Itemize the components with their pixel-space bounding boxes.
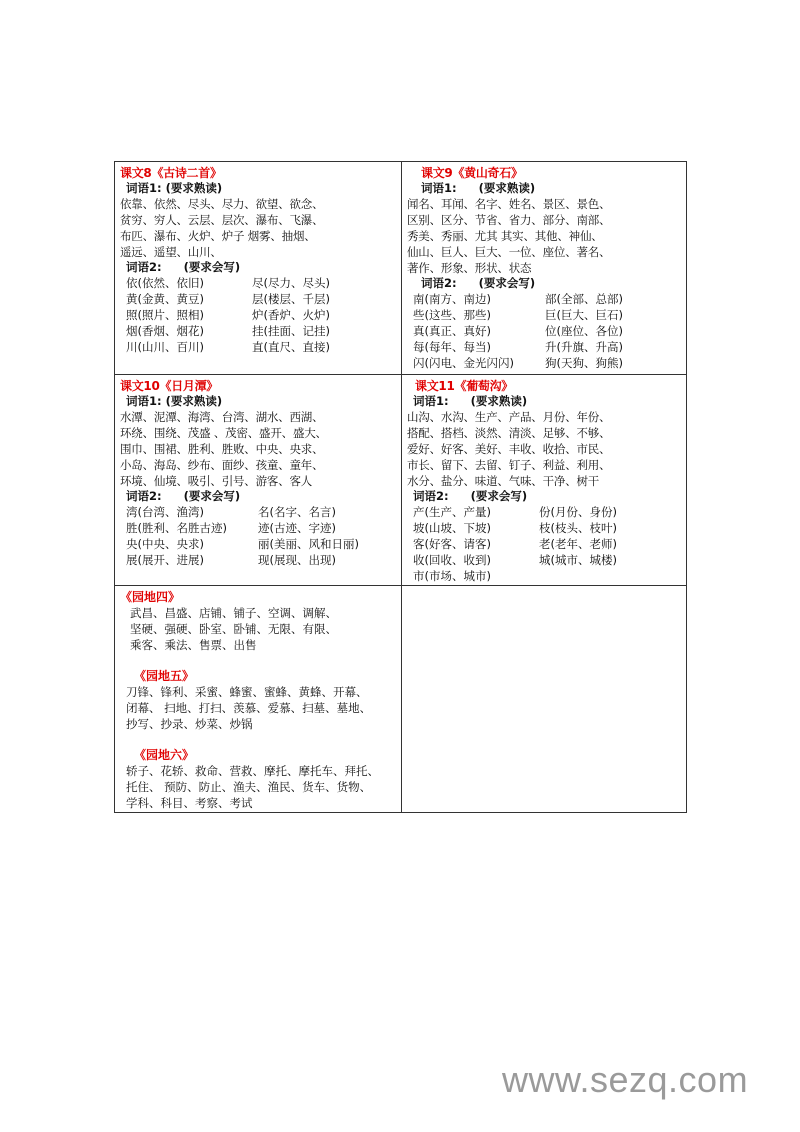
lesson-11-vocab1-heading [407, 394, 682, 409]
char-pair: 枝(枝头、枝叶) [539, 521, 617, 535]
garden-4-words [120, 605, 397, 653]
lesson-11-vocab1-list [407, 409, 682, 489]
char-pair: 依(依然、依旧) [126, 276, 204, 290]
lesson-9-cell [401, 162, 686, 374]
garden-5-title: 《园地五》 [134, 669, 195, 683]
word-line: 水潭、泥潭、海湾、台湾、湖水、西湖、 [120, 410, 324, 424]
garden-5-words [120, 684, 397, 732]
spacer [120, 732, 397, 748]
vocab1-requirement: (要求熟读) [478, 181, 536, 195]
char-pair: 迹(古迹、字迹) [258, 521, 336, 535]
char-pair: 升(升旗、升高) [545, 340, 623, 354]
char-pair: 坡(山坡、下坡) [413, 521, 491, 535]
word-line: 著作、形象、形状、状态 [407, 261, 532, 275]
word-line: 市长、留下、去留、钉子、利益、利用、 [407, 458, 611, 472]
char-pair: 名(名字、名言) [258, 505, 336, 519]
word-line: 环绕、围绕、茂盛 、茂密、盛开、盛大、 [120, 426, 327, 440]
word-line: 贫穷、穷人、云层、层次、瀑布、飞瀑、 [120, 213, 324, 227]
char-pair: 市(市场、城市) [413, 569, 491, 583]
char-pair: 南(南方、南边) [413, 292, 491, 306]
watermark: www.sezq.com [502, 1059, 749, 1100]
word-line: 水分、盐分、味道、气味、干净、树干 [407, 474, 600, 488]
word-line: 托住、 预防、防止、渔夫、渔民、货车、货物、 [126, 780, 372, 794]
vocab2-requirement: (要求会写) [470, 489, 528, 503]
word-line: 搭配、搭档、淡然、清淡、足够、不够、 [407, 426, 611, 440]
word-line: 乘客、乘法、售票、出售 [130, 638, 257, 652]
char-pair: 炉(香炉、火炉) [252, 308, 330, 322]
char-pair: 些(这些、那些) [413, 308, 491, 322]
char-pair: 位(座位、各位) [545, 324, 623, 338]
empty-cell [401, 585, 686, 812]
word-line: 轿子、花轿、救命、营救、摩托、摩托车、拜托、 [126, 764, 379, 778]
lesson-8-vocab1-list [120, 196, 397, 260]
char-pair: 烟(香烟、烟花) [126, 324, 204, 338]
lesson-10-vocab2-pairs [120, 504, 397, 568]
vocab1-label: 词语1: [126, 394, 162, 408]
word-line: 抄写、抄录、炒菜、炒锅 [126, 717, 253, 731]
lesson-8-vocab1-heading [120, 181, 397, 196]
char-pair: 份(月份、身份) [539, 505, 617, 519]
vocab1-label: 词语1: [126, 181, 162, 195]
char-pair: 闪(闪电、金光闪闪) [413, 356, 514, 370]
word-line: 依靠、依然、尽头、尽力、欲望、欲念、 [120, 197, 324, 211]
char-pair: 真(真正、真好) [413, 324, 491, 338]
word-line: 闭幕、 扫地、打扫、羡慕、爱慕、扫墓、墓地、 [126, 701, 372, 715]
word-line: 布匹、瀑布、火炉、炉子 烟雾、抽烟、 [120, 229, 316, 243]
char-pair: 老(老年、老师) [539, 537, 617, 551]
word-line: 环境、仙境、吸引、引号、游客、客人 [120, 474, 313, 488]
char-pair: 央(中央、央求) [126, 537, 204, 551]
char-pair: 层(楼层、千层) [252, 292, 330, 306]
char-pair: 展(展开、进展) [126, 553, 204, 567]
word-line: 仙山、巨人、巨大、一位、座位、著名、 [407, 245, 611, 259]
word-line: 遥远、遥望、山川、 [120, 245, 222, 259]
word-line: 学科、科目、考察、考试 [126, 796, 253, 810]
word-line: 爱好、好客、美好、丰收、收拾、市民、 [407, 442, 611, 456]
garden-4-title: 《园地四》 [120, 590, 181, 604]
char-pair: 部(全部、总部) [545, 292, 623, 306]
lesson-9-vocab2-pairs [407, 291, 682, 371]
char-pair: 直(直尺、直接) [252, 340, 330, 354]
word-line: 闻名、耳闻、名字、姓名、景区、景色、 [407, 197, 611, 211]
char-pair: 胜(胜利、名胜古迹) [126, 521, 227, 535]
vocab1-requirement: (要求熟读) [470, 394, 528, 408]
lesson-8-title: 课文8《古诗二首》 [120, 166, 222, 180]
lesson-8-vocab2-heading [120, 260, 397, 275]
lesson-8-cell [115, 162, 401, 374]
lesson-11-vocab2-pairs [407, 504, 682, 584]
word-line: 山沟、水沟、生产、产品、月份、年份、 [407, 410, 611, 424]
char-pair: 收(回收、收到) [413, 553, 491, 567]
word-line: 围巾、围裙、胜利、胜败、中央、央求、 [120, 442, 324, 456]
char-pair: 每(每年、每当) [413, 340, 491, 354]
word-line: 小岛、海岛、纱布、面纱、孩童、童年、 [120, 458, 324, 472]
char-pair: 尽(尽力、尽头) [252, 276, 330, 290]
lesson-9-vocab2-heading [407, 276, 682, 291]
vocab2-requirement: (要求会写) [478, 276, 536, 290]
word-line: 刀锋、锋利、采蜜、蜂蜜、蜜蜂、黄蜂、开幕、 [126, 685, 368, 699]
lesson-9-vocab1-list [407, 196, 682, 276]
lesson-11-vocab2-heading [407, 489, 682, 504]
vocab1-label: 词语1: [413, 394, 449, 408]
vocab1-label: 词语1: [421, 181, 457, 195]
vocabulary-table [114, 161, 687, 813]
char-pair: 挂(挂面、记挂) [252, 324, 330, 338]
lesson-10-title: 课文10《日月潭》 [120, 379, 218, 393]
gardens-cell [115, 585, 401, 812]
char-pair: 城(城市、城楼) [539, 553, 617, 567]
word-line: 区别、区分、节省、省力、部分、南部、 [407, 213, 611, 227]
char-pair: 照(照片、照相) [126, 308, 204, 322]
char-pair [535, 568, 675, 584]
lesson-9-title: 课文9《黄山奇石》 [421, 166, 523, 180]
lesson-9-vocab1-heading [407, 181, 682, 196]
lesson-10-vocab1-list [120, 409, 397, 489]
char-pair: 川(山川、百川) [126, 340, 204, 354]
vocab1-requirement: (要求熟读) [165, 181, 223, 195]
garden-6-title: 《园地六》 [134, 748, 195, 762]
char-pair: 现(展现、出现) [258, 553, 336, 567]
vocab1-requirement: (要求熟读) [165, 394, 223, 408]
lesson-8-vocab2-pairs [120, 275, 397, 355]
lesson-11-title: 课文11《葡萄沟》 [415, 379, 513, 393]
lesson-10-vocab1-heading [120, 394, 397, 409]
word-line: 秀美、秀丽、尤其 其实、其他、神仙、 [407, 229, 603, 243]
vocab2-label: 词语2: [126, 489, 162, 503]
word-line: 武昌、昌盛、店铺、铺子、空调、调解、 [130, 606, 337, 620]
char-pair: 巨(巨大、巨石) [545, 308, 623, 322]
char-pair: 湾(台湾、渔湾) [126, 505, 204, 519]
char-pair: 黄(金黄、黄豆) [126, 292, 204, 306]
char-pair: 丽(美丽、风和日丽) [258, 537, 359, 551]
word-line: 坚硬、强硬、卧室、卧铺、无限、有限、 [130, 622, 337, 636]
garden-6-words [120, 763, 397, 811]
spacer [120, 653, 397, 669]
vocab2-requirement: (要求会写) [183, 260, 241, 274]
char-pair: 客(好客、请客) [413, 537, 491, 551]
vocab2-label: 词语2: [413, 489, 449, 503]
char-pair: 狗(天狗、狗熊) [545, 356, 623, 370]
lesson-11-cell [401, 374, 686, 585]
vocab2-label: 词语2: [421, 276, 457, 290]
vocab2-requirement: (要求会写) [183, 489, 241, 503]
lesson-10-vocab2-heading [120, 489, 397, 504]
vocab2-label: 词语2: [126, 260, 162, 274]
lesson-10-cell [115, 374, 401, 585]
char-pair: 产(生产、产量) [413, 505, 491, 519]
